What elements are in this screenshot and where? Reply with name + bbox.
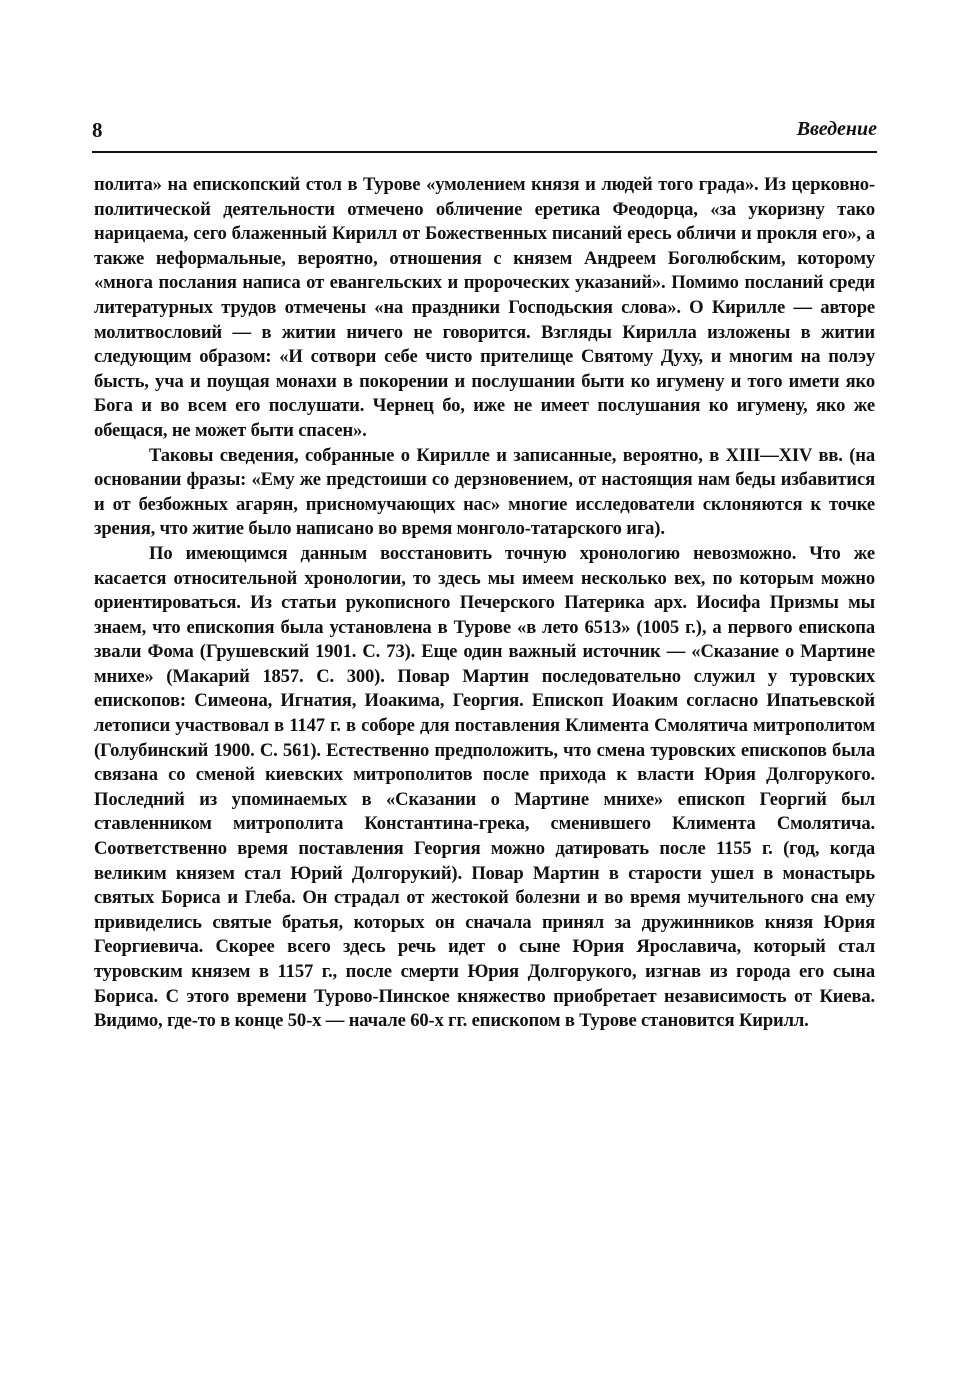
page-number: 8 — [92, 118, 103, 142]
header-rule — [92, 151, 877, 153]
body-text — [94, 173, 875, 1034]
paragraph-2: Таковы сведения, собранные о Кирилле и записанные, вероятно, в XIII—XIV вв. (на основании фразы: «Ему же предстоиши со дерзновением, от настоящия нам беды избавитися и от безбожных агарян, присномучающих нас» многие исследователи склоняются к точке зрения, что житие было написано во время монголо-татарского ига). — [94, 444, 875, 540]
paragraph-3: По имеющимся данным восстановить точную хронологию невозможно. Что же касается относительной хронологии, то здесь мы имеем несколько вех, по которым можно ориентироваться. Из статьи рукописного Печерского Патерика арх. Иосифа Призмы мы знаем, что епископия была установлена в Турове «в лето 6513» (1005 г.), а первого епископа звали Фома (Грушевский 1901. С. 73). Еще один важный источник — «Сказание о Мартине мнихе» (Макарий 1857. С. 300). Повар Мартин последовательно служил у туровских епископов: Симеона, Игнатия, Иоакима, Георгия. Епископ Иоаким согласно Ипатьевской летописи участвовал в 1147 г. в соборе для поставления Климента Смолятича митрополитом (Голубинский 1900. С. 561). Естественно предположить, что смена туровских епископов была связана со сменой киевских митрополитов после прихода к власти Юрия Долгорукого. Последний из упоминаемых в «Сказании о Мартине мнихе» епископ Георгий был ставленником митрополита Константина-грека, сменившего Климента Смолятича. Соответственно время поставления Георгия можно датировать после 1155 г. (год, когда великим князем стал Юрий Долгорукий). Повар Мартин в старости ушел в монастырь святых Бориса и Глеба. Он страдал от жестокой болезни и во время мучительного сна ему привиделись святые братья, которых он сначала принял за дружинников князя Юрия Георгиевича. Скорее всего здесь речь идет о сыне Юрия Ярославича, который стал туровским князем в 1157 г., после смерти Юрия Долгорукого, изгнав из города его сына Бориса. С этого времени Турово-Пинское княжество приобретает независимость от Киева. Видимо, где-то в конце 50-х — начале 60-х гг. епископом в Турове становится Кирилл. — [94, 542, 875, 1032]
running-title: Введение — [796, 118, 877, 140]
paragraph-1: полита» на епископский стол в Турове «умолением князя и людей того града». Из церковно-политической деятельности отмечено обличение еретика Феодорца, «за укоризну тако нарицаема, сего блаженный Кирилл от Божественных писаний ересь обличи и прокля его», а также неформальные, вероятно, отношения с князем Андреем Боголюбским, которому «многа послания написа от евангельских и пророческих указаний». Помимо посланий среди литературных трудов отмечены «на праздники Господьския слова». О Кирилле — авторе молитвословий — в житии ничего не говорится. Взгляды Кирилла изложены в житии следующим образом: «И сотвори себе чисто прителище Святому Духу, и многим на полэу бысть, уча и поущая монахи в покорении и послушании быти ко игумену и того имети яко Бога и во всем его послушати. Чернец бо, иже не имеет послушания ко игумену, яко же обещася, не может быти спасен». — [94, 174, 875, 441]
page-header — [92, 114, 877, 148]
